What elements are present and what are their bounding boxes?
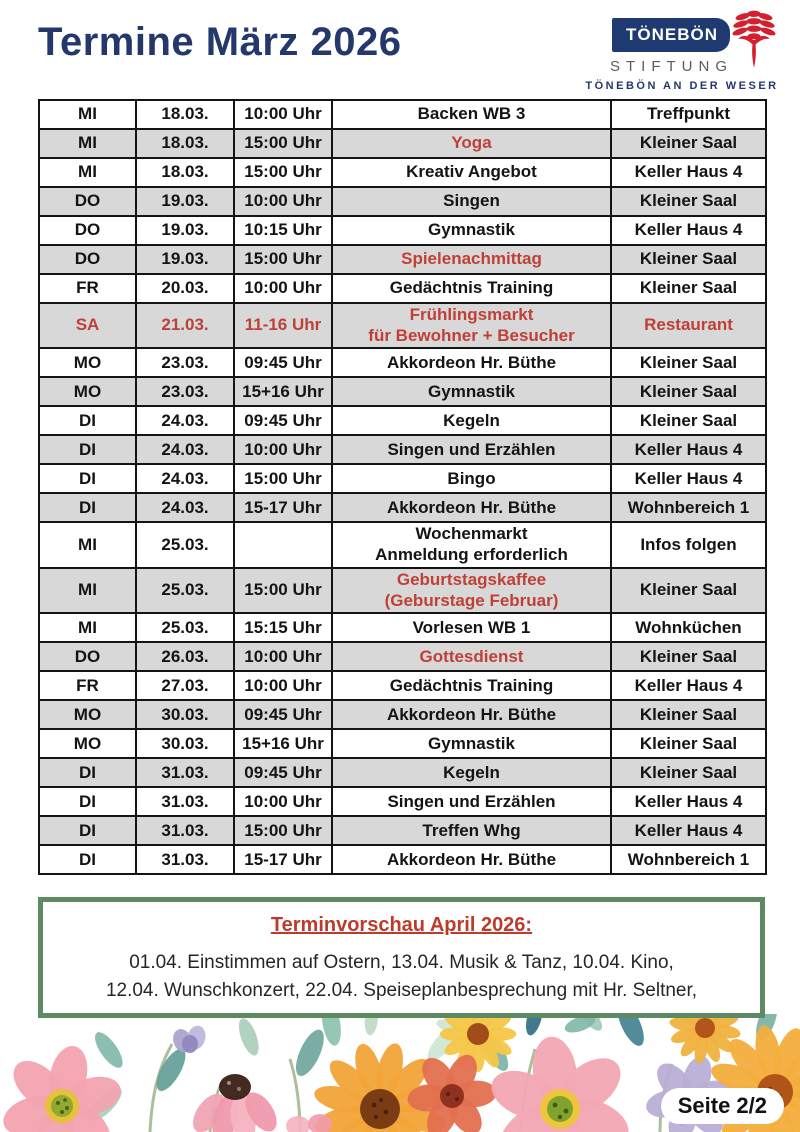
cell-date: 30.03. [136,700,234,729]
cell-event: Gedächtnis Training [332,671,611,700]
cell-time: 10:00 Uhr [234,642,332,671]
schedule-body [39,100,766,874]
cell-date: 19.03. [136,216,234,245]
cell-location: Restaurant [611,303,766,348]
cell-location: Kleiner Saal [611,348,766,377]
cell-time: 15:00 Uhr [234,245,332,274]
cell-time: 10:00 Uhr [234,671,332,700]
cell-location: Kleiner Saal [611,758,766,787]
cell-time: 09:45 Uhr [234,758,332,787]
cell-date: 25.03. [136,568,234,613]
cell-date: 30.03. [136,729,234,758]
table-row [39,274,766,303]
cell-event: Gedächtnis Training [332,274,611,303]
cell-day: DO [39,245,136,274]
cell-day: MI [39,100,136,129]
cell-time: 15:00 Uhr [234,816,332,845]
table-row [39,377,766,406]
cell-date: 24.03. [136,464,234,493]
page-title: Termine März 2026 [38,20,402,64]
table-row [39,845,766,874]
table-row [39,245,766,274]
cell-event: Spielenachmittag [332,245,611,274]
cell-event: Akkordeon Hr. Büthe [332,700,611,729]
cell-day: MI [39,613,136,642]
cell-time: 09:45 Uhr [234,348,332,377]
cell-event: Yoga [332,129,611,158]
table-row [39,522,766,567]
cell-location: Kleiner Saal [611,187,766,216]
table-row [39,406,766,435]
cell-time: 09:45 Uhr [234,700,332,729]
cell-location: Keller Haus 4 [611,435,766,464]
cell-time: 15-17 Uhr [234,845,332,874]
cell-time: 15:00 Uhr [234,129,332,158]
cell-day: MI [39,522,136,567]
preview-title: Terminvorschau April 2026: [270,914,533,936]
cell-date: 24.03. [136,435,234,464]
foundation-logo [582,8,782,92]
cell-location: Keller Haus 4 [611,671,766,700]
cell-date: 19.03. [136,245,234,274]
cell-date: 18.03. [136,129,234,158]
cell-day: DI [39,816,136,845]
cell-day: MO [39,377,136,406]
cell-day: DI [39,758,136,787]
page-number-badge: Seite 2/2 [661,1088,784,1124]
cell-day: DO [39,216,136,245]
cell-event: Kegeln [332,406,611,435]
cell-time: 15:00 Uhr [234,158,332,187]
cell-date: 19.03. [136,187,234,216]
table-row [39,303,766,348]
cell-time: 15:00 Uhr [234,464,332,493]
cell-event: Singen und Erzählen [332,435,611,464]
table-row [39,613,766,642]
cell-location: Kleiner Saal [611,274,766,303]
cell-time: 10:00 Uhr [234,274,332,303]
cell-event: Kegeln [332,758,611,787]
cell-location: Infos folgen [611,522,766,567]
logo-wordmark: TÖNEBÖN [612,18,730,52]
cell-date: 23.03. [136,348,234,377]
cell-day: MO [39,729,136,758]
cell-date: 31.03. [136,758,234,787]
cell-day: DI [39,845,136,874]
cell-event: Treffen Whg [332,816,611,845]
table-row [39,493,766,522]
cell-location: Kleiner Saal [611,377,766,406]
schedule-table [38,99,767,875]
cell-time: 10:00 Uhr [234,100,332,129]
cell-event: Singen [332,187,611,216]
cell-date: 20.03. [136,274,234,303]
table-row [39,758,766,787]
cell-day: MI [39,568,136,613]
cell-day: DI [39,493,136,522]
cell-date: 21.03. [136,303,234,348]
cell-location: Kleiner Saal [611,700,766,729]
cell-event: Akkordeon Hr. Büthe [332,348,611,377]
cell-location: Wohnbereich 1 [611,845,766,874]
cell-event: Gymnastik [332,216,611,245]
logo-tagline: TÖNEBÖN AN DER WESER [585,80,779,92]
cell-day: MI [39,158,136,187]
cell-event: Backen WB 3 [332,100,611,129]
cell-event: Akkordeon Hr. Büthe [332,493,611,522]
cell-date: 31.03. [136,816,234,845]
cell-day: DI [39,464,136,493]
cell-time: 15+16 Uhr [234,729,332,758]
cell-date: 24.03. [136,406,234,435]
cell-event: Geburtstagskaffee (Geburstage Februar) [332,568,611,613]
cell-time: 15:15 Uhr [234,613,332,642]
cell-day: SA [39,303,136,348]
table-row [39,700,766,729]
table-row [39,671,766,700]
cell-location: Kleiner Saal [611,406,766,435]
table-row [39,216,766,245]
cell-event: Singen und Erzählen [332,787,611,816]
cell-event: Vorlesen WB 1 [332,613,611,642]
cell-date: 27.03. [136,671,234,700]
cell-date: 18.03. [136,158,234,187]
cell-event: Gymnastik [332,377,611,406]
cell-time: 15:00 Uhr [234,568,332,613]
cell-location: Treffpunkt [611,100,766,129]
table-row [39,816,766,845]
cell-location: Kleiner Saal [611,729,766,758]
cell-day: DO [39,187,136,216]
cell-location: Keller Haus 4 [611,158,766,187]
cell-time: 11-16 Uhr [234,303,332,348]
cell-event: Akkordeon Hr. Büthe [332,845,611,874]
cell-day: DI [39,406,136,435]
cell-location: Wohnbereich 1 [611,493,766,522]
table-row [39,435,766,464]
cell-time: 15-17 Uhr [234,493,332,522]
preview-line-2: 12.04. Wunschkonzert, 22.04. Speiseplanbesprechung mit Hr. Seltner, [105,979,698,1001]
table-row [39,158,766,187]
table-row [39,568,766,613]
cell-date: 18.03. [136,100,234,129]
cell-time: 10:00 Uhr [234,187,332,216]
cell-day: FR [39,671,136,700]
cell-time: 09:45 Uhr [234,406,332,435]
cell-location: Keller Haus 4 [611,464,766,493]
table-row [39,642,766,671]
cell-date: 23.03. [136,377,234,406]
cell-location: Kleiner Saal [611,245,766,274]
cell-event: Bingo [332,464,611,493]
cell-event: Gymnastik [332,729,611,758]
cell-location: Keller Haus 4 [611,787,766,816]
cell-event: Wochenmarkt Anmeldung erforderlich [332,522,611,567]
cell-location: Wohnküchen [611,613,766,642]
cell-time: 15+16 Uhr [234,377,332,406]
table-row [39,187,766,216]
cell-date: 26.03. [136,642,234,671]
cell-day: MO [39,700,136,729]
cell-time: 10:00 Uhr [234,787,332,816]
cell-date: 25.03. [136,522,234,567]
preview-box [38,897,765,1018]
preview-body [43,949,760,1004]
cell-time [234,522,332,567]
cell-day: FR [39,274,136,303]
tree-icon [726,8,782,70]
cell-day: DI [39,435,136,464]
cell-date: 24.03. [136,493,234,522]
cell-location: Keller Haus 4 [611,816,766,845]
table-row [39,729,766,758]
cell-day: MI [39,129,136,158]
cell-location: Kleiner Saal [611,568,766,613]
cell-location: Kleiner Saal [611,642,766,671]
logo-subtitle: STIFTUNG [610,58,733,75]
cell-time: 10:00 Uhr [234,435,332,464]
cell-day: DI [39,787,136,816]
table-row [39,787,766,816]
cell-location: Keller Haus 4 [611,216,766,245]
cell-time: 10:15 Uhr [234,216,332,245]
cell-location: Kleiner Saal [611,129,766,158]
cell-event: Gottesdienst [332,642,611,671]
cell-date: 31.03. [136,787,234,816]
preview-line-1: 01.04. Einstimmen auf Ostern, 13.04. Musik & Tanz, 10.04. Kino, [129,952,674,973]
table-row [39,129,766,158]
cell-date: 31.03. [136,845,234,874]
table-row [39,348,766,377]
cell-event: Frühlingsmarkt für Bewohner + Besucher [332,303,611,348]
cell-event: Kreativ Angebot [332,158,611,187]
cell-date: 25.03. [136,613,234,642]
cell-day: DO [39,642,136,671]
table-row [39,464,766,493]
table-row [39,100,766,129]
cell-day: MO [39,348,136,377]
